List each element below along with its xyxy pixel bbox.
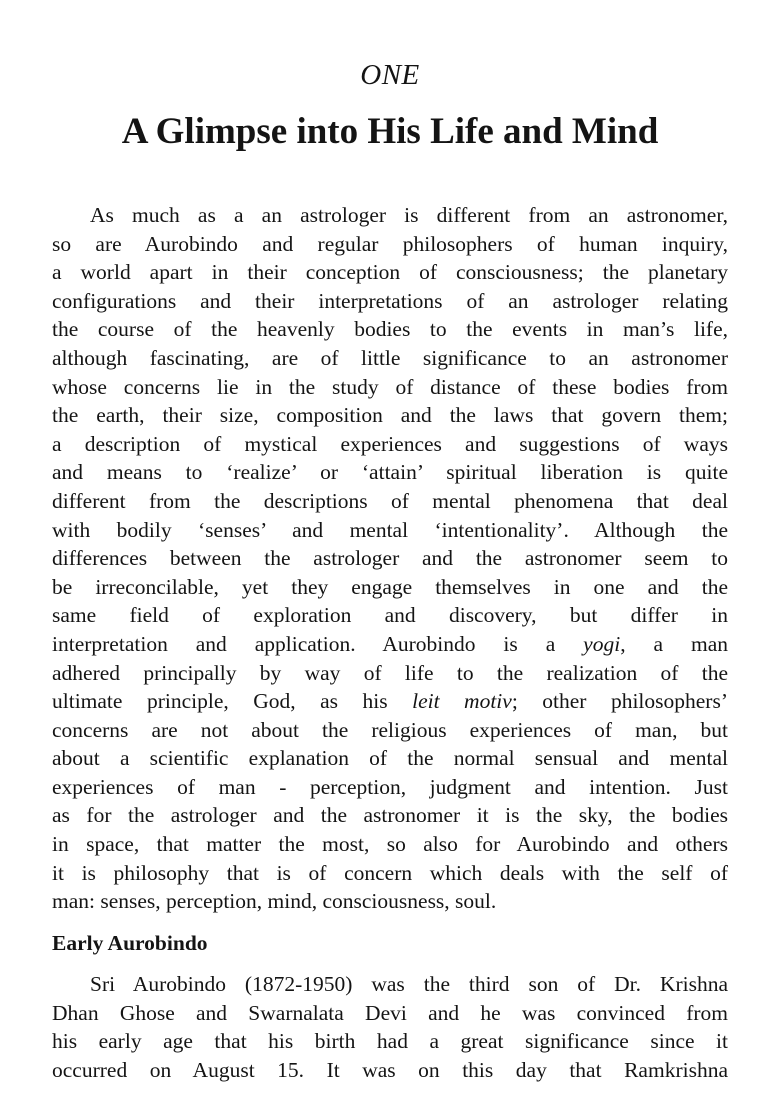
paragraph-line: be irreconcilable, yet they engage themselves in one and the bbox=[52, 574, 728, 599]
paragraph-line: about a scientific explanation of the normal sensual and mental bbox=[52, 746, 728, 771]
paragraph-line: the course of the heavenly bodies to the events in man’s life, bbox=[52, 317, 728, 342]
paragraph-line-mixed bbox=[52, 630, 728, 659]
paragraph-line: Sri Aurobindo (1872-1950) was the third son of Dr. Krishna bbox=[90, 972, 728, 996]
paragraph-line: with bodily ‘senses’ and mental ‘intentionality’. Although the bbox=[52, 517, 728, 542]
paragraph-line: same field of exploration and discovery, but differ in bbox=[52, 603, 728, 628]
section-paragraph bbox=[52, 970, 728, 1084]
paragraph-line: concerns are not about the religious experiences of man, but bbox=[52, 717, 728, 742]
paragraph-line: As much as a an astrologer is different from an astronomer, bbox=[90, 203, 728, 227]
italic-term-leit-motiv: leit motiv bbox=[412, 689, 512, 714]
paragraph-line: occurred on August 15. It was on this day that Ramkrishna bbox=[52, 1057, 728, 1082]
paragraph-line: whose concerns lie in the study of distance of these bodies from bbox=[52, 374, 728, 399]
paragraph-line: configurations and their interpretations of an astrologer relating bbox=[52, 288, 728, 313]
paragraph-line: man: senses, perception, mind, consciousness, soul. bbox=[52, 889, 497, 914]
paragraph-line: so are Aurobindo and regular philosophers of human inquiry, bbox=[52, 231, 728, 256]
paragraph-line: different from the descriptions of mental phenomena that deal bbox=[52, 488, 728, 513]
paragraph-line: his early age that his birth had a great significance since it bbox=[52, 1029, 728, 1054]
paragraph-line: the earth, their size, composition and the laws that govern them; bbox=[52, 403, 728, 428]
line-text: ; other philosophers’ bbox=[511, 689, 728, 714]
line-text: ultimate principle, God, as his bbox=[52, 689, 413, 714]
paragraph-line: it is philosophy that is of concern which deals with the self of bbox=[52, 860, 728, 885]
paragraph-line: a world apart in their conception of consciousness; the planetary bbox=[52, 260, 728, 285]
chapter-number: ONE bbox=[360, 59, 420, 91]
chapter-title: A Glimpse into His Life and Mind bbox=[121, 111, 659, 152]
intro-paragraph bbox=[52, 201, 728, 916]
line-text: , a man bbox=[620, 631, 728, 656]
paragraph-line: Dhan Ghose and Swarnalata Devi and he was convinced from bbox=[52, 1000, 728, 1025]
paragraph-line: in space, that matter the most, so also for Aurobindo and others bbox=[52, 832, 728, 857]
section-heading: Early Aurobindo bbox=[52, 931, 208, 955]
italic-term-yogi: yogi bbox=[583, 631, 621, 656]
paragraph-line: differences between the astrologer and the astronomer seem to bbox=[52, 546, 728, 571]
paragraph-line: as for the astrologer and the astronomer it is the sky, the bodies bbox=[52, 803, 728, 828]
line-text: interpretation and application. Aurobindo is a bbox=[52, 631, 584, 656]
paragraph-line: adhered principally by way of life to the realization of the bbox=[52, 660, 728, 685]
paragraph-line: and means to ‘realize’ or ‘attain’ spiritual liberation is quite bbox=[52, 460, 728, 485]
paragraph-line: experiences of man - perception, judgment and intention. Just bbox=[52, 774, 728, 799]
paragraph-line: a description of mystical experiences and suggestions of ways bbox=[52, 431, 728, 456]
paragraph-line-mixed bbox=[52, 687, 728, 716]
paragraph-line: although fascinating, are of little significance to an astronomer bbox=[52, 345, 728, 370]
